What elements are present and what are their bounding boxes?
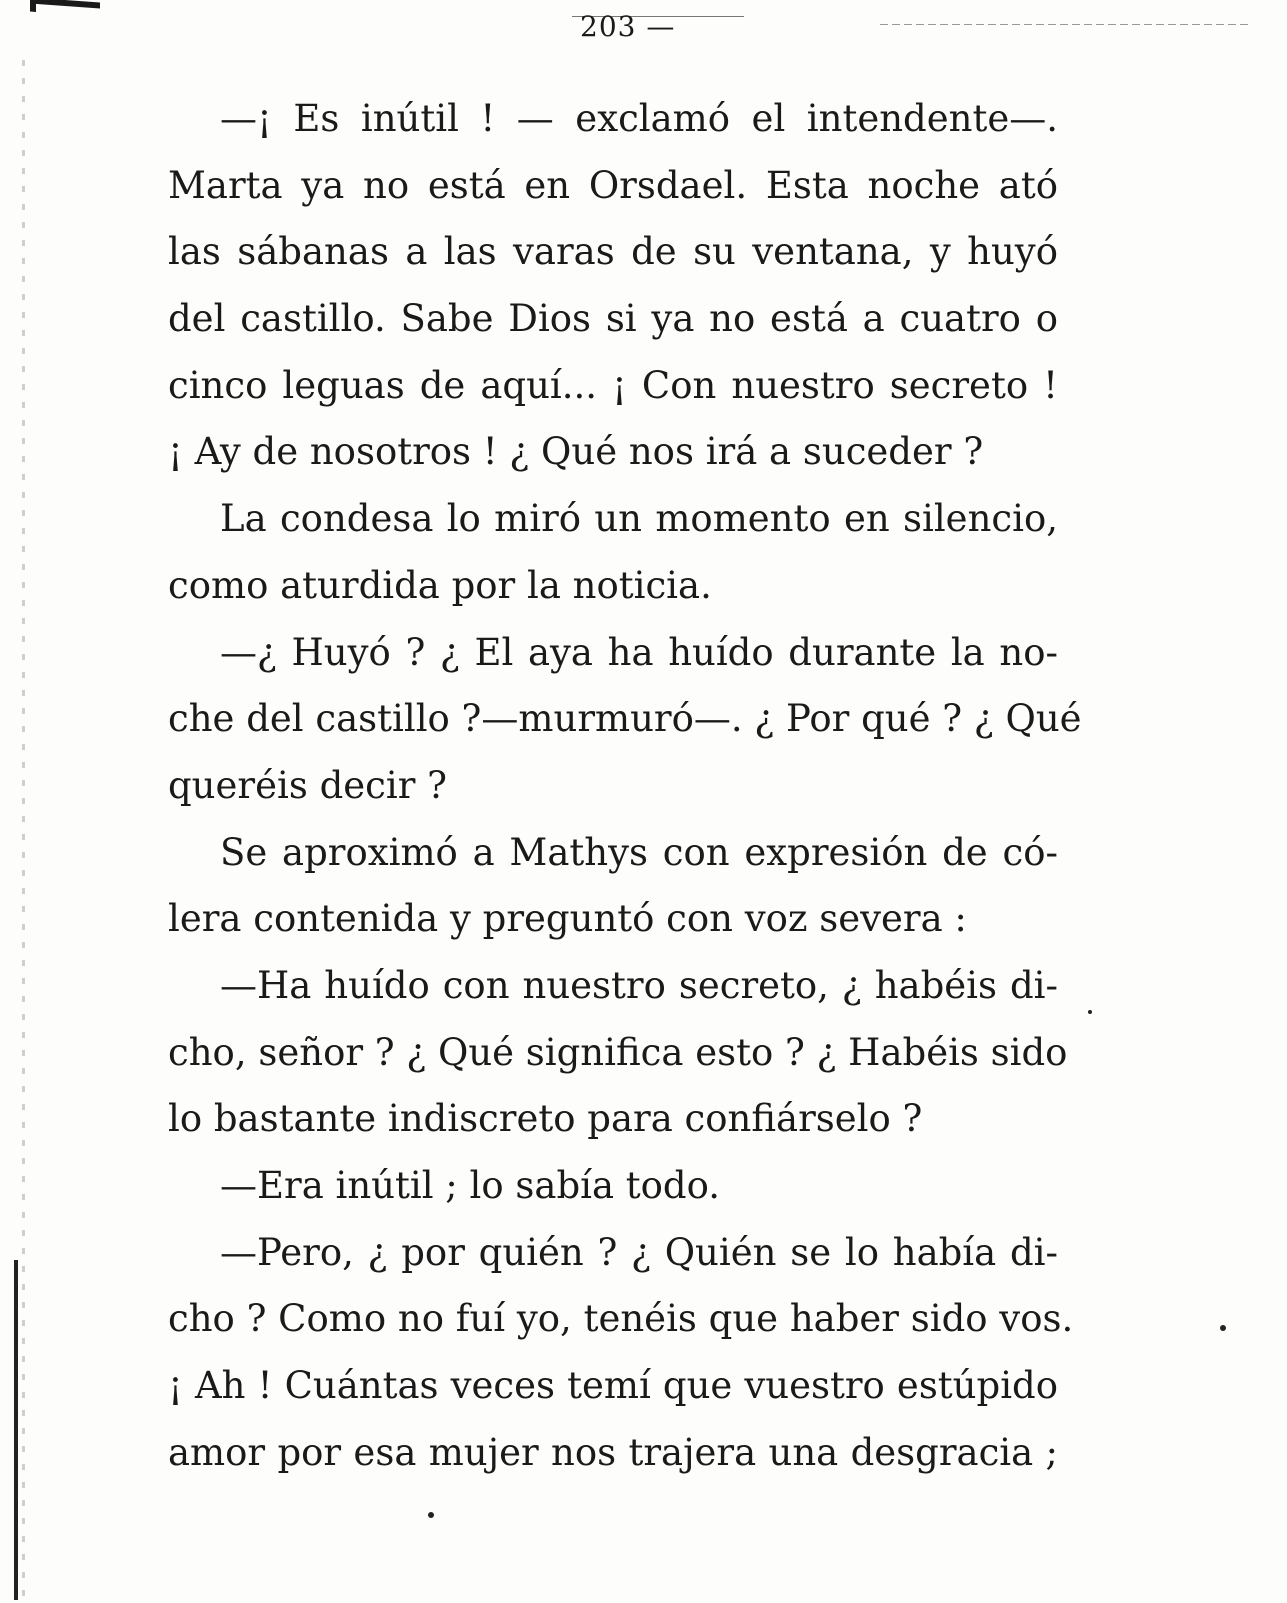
header-rule-dashed [880, 24, 1250, 25]
scan-speck [1088, 1010, 1092, 1014]
text-line: del castillo. Sabe Dios si ya no está a cuatro o [168, 297, 1058, 341]
scan-speck [428, 1512, 434, 1518]
scan-corner-mark [30, 0, 100, 16]
scan-left-edge-shadow [14, 1260, 18, 1600]
text-line: las sábanas a las varas de su ventana, y huyó [168, 230, 1058, 274]
text-line: —¿ Huyó ? ¿ El aya ha huído durante la no- [220, 630, 1058, 674]
text-line: como aturdida por la noticia. [168, 563, 712, 607]
text-line: —Ha huído con nuestro secreto, ¿ habéis di- [220, 963, 1058, 1007]
text-line: che del castillo ?—murmuró—. ¿ Por qué ? ¿ Qué [168, 697, 1082, 741]
text-line: ¡ Ay de nosotros ! ¿ Qué nos irá a suceder ? [168, 430, 984, 474]
scan-speck [1220, 1325, 1226, 1331]
scan-left-edge [22, 60, 25, 1600]
text-line: Se aproximó a Mathys con expresión de có- [220, 830, 1058, 874]
text-line: —Era inútil ; lo sabía todo. [220, 1164, 721, 1207]
text-line: Marta ya no está en Orsdael. Esta noche ató [168, 163, 1058, 207]
text-line: —Pero, ¿ por quién ? ¿ Quién se lo había di- [220, 1230, 1058, 1274]
body-text [168, 86, 1082, 1486]
text-line: cho, señor ? ¿ Qué significa esto ? ¿ Habéis sido [168, 1030, 1068, 1074]
text-line: cinco leguas de aquí... ¡ Con nuestro secreto ! [168, 363, 1058, 407]
text-line: cho ? Como no fuí yo, tenéis que haber sido vos. [168, 1297, 1074, 1341]
text-line: queréis decir ? [168, 763, 447, 807]
text-line: ¡ Ah ! Cuántas veces temí que vuestro estúpido [168, 1364, 1058, 1408]
text-line: lo bastante indiscreto para confiárselo ? [168, 1097, 923, 1141]
page-number: 203 — [580, 10, 676, 43]
text-line: —¡ Es inútil ! — exclamó el intendente—. [220, 97, 1058, 140]
text-line: amor por esa mujer nos trajera una desgracia ; [168, 1430, 1058, 1474]
text-line: La condesa lo miró un momento en silencio, [220, 497, 1058, 541]
text-line: lera contenida y preguntó con voz severa : [168, 897, 967, 941]
